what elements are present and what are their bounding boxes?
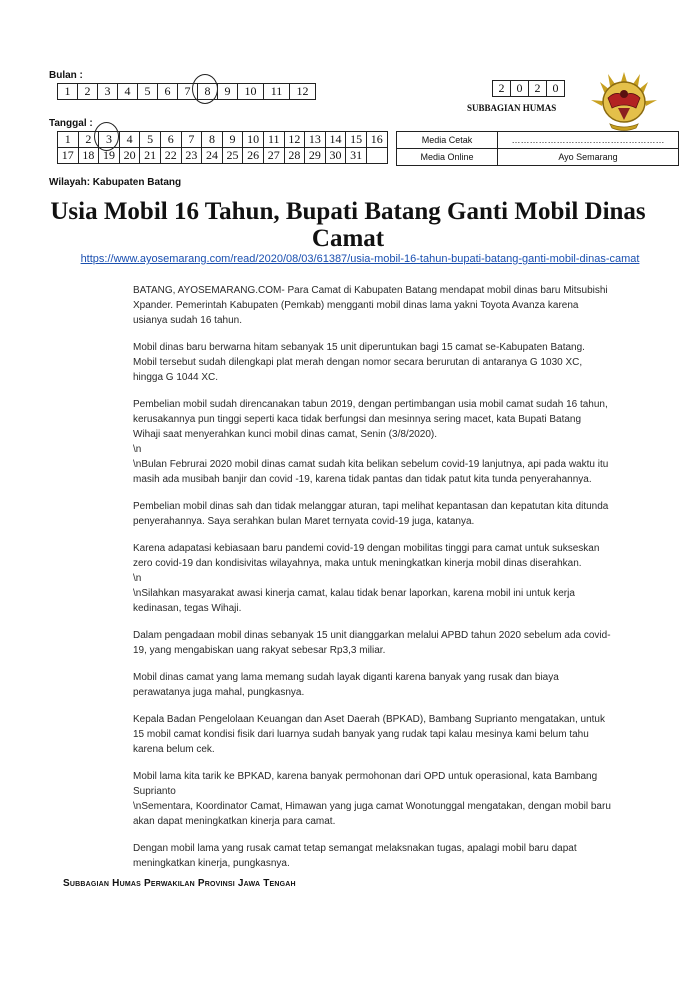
article-body <box>133 283 611 883</box>
tanggal-cell-8: 8 <box>202 132 223 148</box>
tanggal-cell-26: 26 <box>243 148 264 164</box>
article-paragraph: Dalam pengadaan mobil dinas sebanyak 15 unit dianggarkan melalui APBD tahun 2020 sebelum ada covid-19, yang mengabiskan uang rakyat sebesar Rp3,3 miliar. <box>133 630 611 656</box>
article-paragraph: Pembelian mobil sudah direncanakan tabun 2019, dengan pertimbangan usia mobil camat sudah 16 tahun, kerusakannya pun tinggi seperti kaca tidak berfungsi dan mesinnya sering macet, kata Bupati Batang Wihaji saat menyerahkan kunci mobil dinas camat, Senin (3/8/2020). \n \nBulan Februrai 2020 mobil dinas camat sudah kita belikan sebelum covid-19 lanjutnya, api pada waktu itu masih ada musibah banjir dan covid -19, karena tidak pantas dan tidak patut kita tunda penyerahannya. <box>133 399 609 485</box>
tanggal-cell-21: 21 <box>140 148 161 164</box>
bulan-cell-10: 10 <box>238 84 264 100</box>
tanggal-cell-20: 20 <box>119 148 140 164</box>
tanggal-cell-30: 30 <box>325 148 346 164</box>
tanggal-cell-empty <box>366 148 387 164</box>
tanggal-cell-28: 28 <box>284 148 305 164</box>
tanggal-cell-10: 10 <box>243 132 264 148</box>
tanggal-cell-27: 27 <box>263 148 284 164</box>
tanggal-label: Tanggal : <box>49 118 93 129</box>
media-cetak-row <box>397 132 679 149</box>
bulan-cell-5: 5 <box>138 84 158 100</box>
tanggal-cell-22: 22 <box>160 148 181 164</box>
bulan-cell-7: 7 <box>178 84 198 100</box>
bulan-cell-9: 9 <box>218 84 238 100</box>
tanggal-cell-16: 16 <box>366 132 387 148</box>
tanggal-cell-25: 25 <box>222 148 243 164</box>
tanggal-cell-1: 1 <box>58 132 79 148</box>
tanggal-cell-13: 13 <box>305 132 326 148</box>
tanggal-cell-5: 5 <box>140 132 161 148</box>
article-paragraph: Kepala Badan Pengelolaan Keuangan dan Aset Daerah (BPKAD), Bambang Suprianto mengatakan, untuk 15 mobil camat kondisi fisik dari luarnya sudah banyak yang rudak tapi kalau mesinya kami belum tahu karena belum cek. <box>133 714 605 755</box>
tanggal-cell-7: 7 <box>181 132 202 148</box>
bulan-cell-3: 3 <box>98 84 118 100</box>
bulan-cell-11: 11 <box>264 84 290 100</box>
wilayah-label: Wilayah: Kabupaten Batang <box>49 177 182 188</box>
bulan-selection-circle <box>192 74 218 104</box>
article-paragraph: Pembelian mobil dinas sah dan tidak melanggar aturan, tapi melihat kepantasan dan kepatutan kita ditunda penyerahannya. Saya serahkan bulan Maret ternyata covid-19 juga, katanya. <box>133 501 609 527</box>
footer-text: Subbagian Humas Perwakilan Provinsi Jawa Tengah <box>63 878 296 889</box>
article-url-link[interactable]: https://www.ayosemarang.com/read/2020/08/03/61387/usia-mobil-16-tahun-bupati-batang-ganti-mobil-dinas-camat <box>80 253 640 265</box>
year-digit-2: 0 <box>511 81 529 97</box>
article-paragraph: Mobil lama kita tarik ke BPKAD, karena banyak permohonan dari OPD untuk operasional, kata Bambang Suprianto \nSementara, Koordinator Camat, Himawan yang juga camat Wonotunggal mengatakan, dengan mobil baru akan dapat meningkatkan kinerja para camat. <box>133 771 611 827</box>
bulan-cell-6: 6 <box>158 84 178 100</box>
garuda-emblem-icon <box>588 68 660 134</box>
bulan-label: Bulan : <box>49 70 83 81</box>
tanggal-cell-24: 24 <box>202 148 223 164</box>
year-box <box>492 80 565 97</box>
article-paragraph: BATANG, AYOSEMARANG.COM- Para Camat di Kabupaten Batang mendapat mobil dinas baru Mitsubishi Xpander. Pemerintah Kabupaten (Pemkab) mengganti mobil dinas lama yakni Toyota Avanza karena usianya sudah 16 tahun. <box>133 285 608 326</box>
year-digit-3: 2 <box>529 81 547 97</box>
tanggal-cell-17: 17 <box>58 148 79 164</box>
article-title: Usia Mobil 16 Tahun, Bupati Batang Ganti Mobil Dinas Camat <box>50 198 646 252</box>
tanggal-cell-19: 19 <box>99 148 120 164</box>
tanggal-cell-15: 15 <box>346 132 367 148</box>
bulan-cell-2: 2 <box>78 84 98 100</box>
article-paragraph: Mobil dinas camat yang lama memang sudah layak diganti karena banyak yang rusak dan biaya perawatanya juga mahal, pungkasnya. <box>133 672 559 698</box>
bulan-cell-4: 4 <box>118 84 138 100</box>
tanggal-selection-circle <box>94 122 119 151</box>
media-online-row <box>397 149 679 166</box>
year-digit-1: 2 <box>493 81 511 97</box>
media-online-value: Ayo Semarang <box>498 149 679 166</box>
bulan-cell-1: 1 <box>58 84 78 100</box>
article-paragraph: Mobil dinas baru berwarna hitam sebanyak 15 unit diperuntukan bagi 15 camat se-Kabupaten Batang. Mobil tersebut sudah dilengkapi plat merah dengan nomor secara berurutan di antaranya G 1030 XC, hingga G 1044 XC. <box>133 342 585 383</box>
tanggal-cell-3: 3 <box>99 132 120 148</box>
tanggal-cell-29: 29 <box>305 148 326 164</box>
tanggal-cell-9: 9 <box>222 132 243 148</box>
bulan-cell-12: 12 <box>290 84 316 100</box>
tanggal-cell-11: 11 <box>263 132 284 148</box>
tanggal-cell-18: 18 <box>78 148 99 164</box>
tanggal-cell-23: 23 <box>181 148 202 164</box>
tanggal-cell-14: 14 <box>325 132 346 148</box>
article-paragraph: Karena adapatasi kebiasaan baru pandemi covid-19 dengan mobilitas tinggi para camat untuk sukseskan zero covid-19 dan kondisivitas wilayahnya, maka untuk meningkatkan kinerja mobil dinas diserahkan. \n \nSilahkan masyarakat awasi kinerja camat, kalau tidak benar laporkan, karena mobil ini untuk kerja kedinasan, tegas Wihaji. <box>133 543 600 614</box>
tanggal-cell-31: 31 <box>346 148 367 164</box>
tanggal-cell-12: 12 <box>284 132 305 148</box>
year-digit-4: 0 <box>547 81 565 97</box>
tanggal-cell-2: 2 <box>78 132 99 148</box>
bulan-grid <box>57 83 316 100</box>
media-table <box>396 131 679 166</box>
media-cetak-value: …………………………………………… <box>498 132 679 149</box>
tanggal-cell-6: 6 <box>160 132 181 148</box>
bulan-cell-8: 8 <box>198 84 218 100</box>
media-online-label: Media Online <box>397 149 498 166</box>
subbagian-label: SUBBAGIAN HUMAS <box>467 103 557 113</box>
tanggal-cell-4: 4 <box>119 132 140 148</box>
article-paragraph: Dengan mobil lama yang rusak camat tetap semangat melaksnakan tugas, apalagi mobil baru dapat meningkatkan kinerja, pungkasnya. <box>133 843 577 869</box>
media-cetak-label: Media Cetak <box>397 132 498 149</box>
